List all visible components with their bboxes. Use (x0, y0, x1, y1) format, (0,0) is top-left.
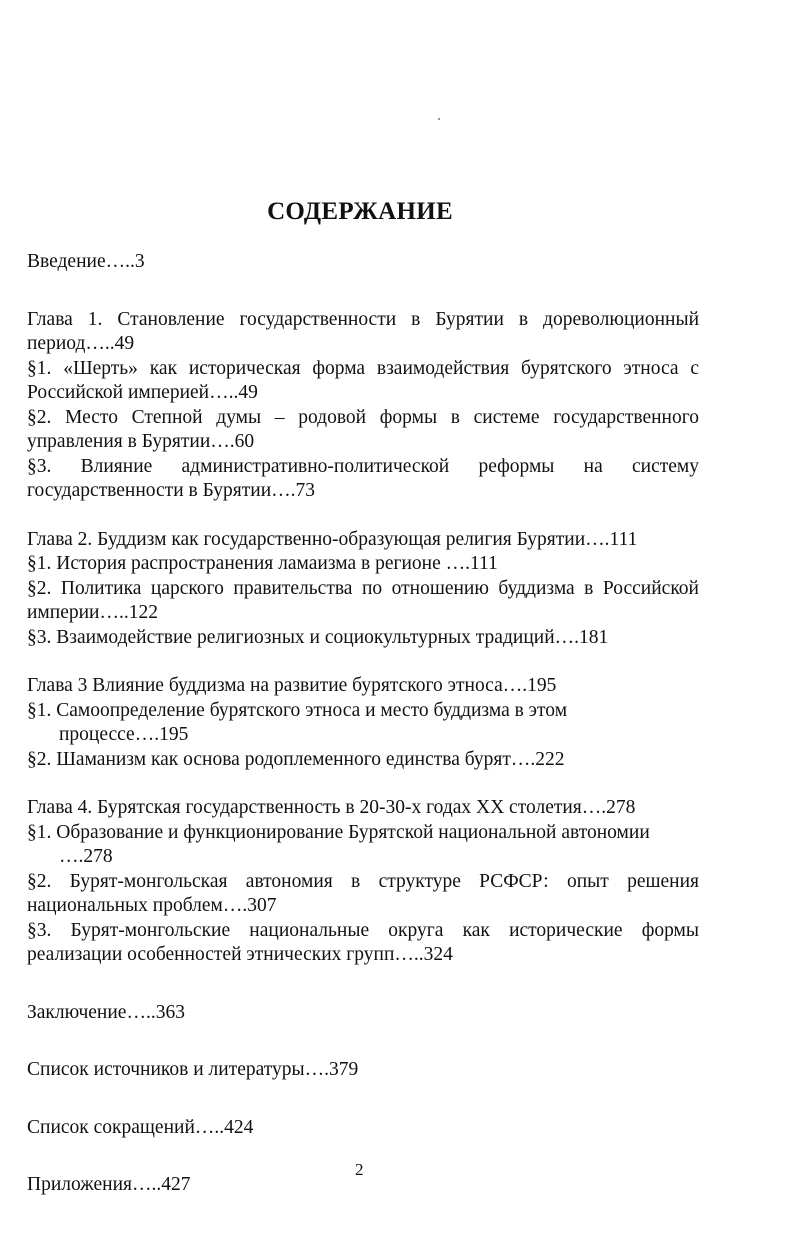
toc-chapter-4: Глава 4. Бурятская государственность в 20-30-х годах XX столетия….278 (27, 797, 636, 818)
toc-section-2-2: §2. Политика царского правительства по отношению буддизма в Российской империи…..122 (27, 577, 699, 623)
toc-section-4-2: §2. Бурят-монгольская автономия в структуре РСФСР: опыт решения национальных проблем….307 (27, 870, 699, 916)
toc-section-2-3: §3. Взаимодействие религиозных и социокультурных традиций….181 (27, 626, 609, 648)
toc-chapter-3: Глава 3 Влияние буддизма на развитие бурятского этноса….195 (27, 675, 557, 696)
toc-section-1-3-line1: §3. Влияние административно-политической реформы на систему (27, 455, 699, 477)
page-number: 2 (355, 1160, 364, 1179)
page-title: СОДЕРЖАНИЕ (267, 198, 453, 225)
table-of-contents (27, 250, 699, 1198)
toc-chapter-1: Глава 1. Становление государственности в Бурятии в дореволюционный период…..49 (27, 308, 699, 354)
toc-section-1-2: §2. Место Степной думы – родовой формы в системе государственного управления в Бурятии….60 (27, 406, 699, 452)
toc-section-1-3-line2: государственности в Бурятии….73 (27, 480, 316, 501)
toc-entry-abbreviations: Список сокращений…..424 (27, 1116, 254, 1138)
toc-entry-sources: Список источников и литературы….379 (27, 1059, 359, 1080)
scan-speck (438, 118, 440, 120)
toc-section-3-1: §1. Самоопределение бурятского этноса и место буддизма в этом процессе….195 (27, 699, 568, 745)
toc-chapter-2: Глава 2. Буддизм как государственно-образующая религия Бурятии….111 (27, 528, 638, 550)
toc-section-1-1: §1. «Шерть» как историческая форма взаимодействия бурятского этноса с Российской империей…..49 (27, 357, 699, 403)
toc-entry-appendices: Приложения…..427 (27, 1174, 191, 1195)
toc-entry-introduction: Введение…..3 (27, 251, 145, 272)
toc-section-4-3: §3. Бурят-монгольские национальные округа как исторические формы реализации особенностей этнических групп…..324 (27, 919, 699, 965)
toc-section-3-2: §2. Шаманизм как основа родоплеменного единства бурят….222 (27, 748, 565, 770)
toc-entry-conclusion: Заключение…..363 (27, 1001, 185, 1023)
toc-section-4-1: §1. Образование и функционирование Бурятской национальной автономии ….278 (27, 821, 650, 867)
toc-section-2-1: §1. История распространения ламаизма в регионе ….111 (27, 553, 498, 574)
